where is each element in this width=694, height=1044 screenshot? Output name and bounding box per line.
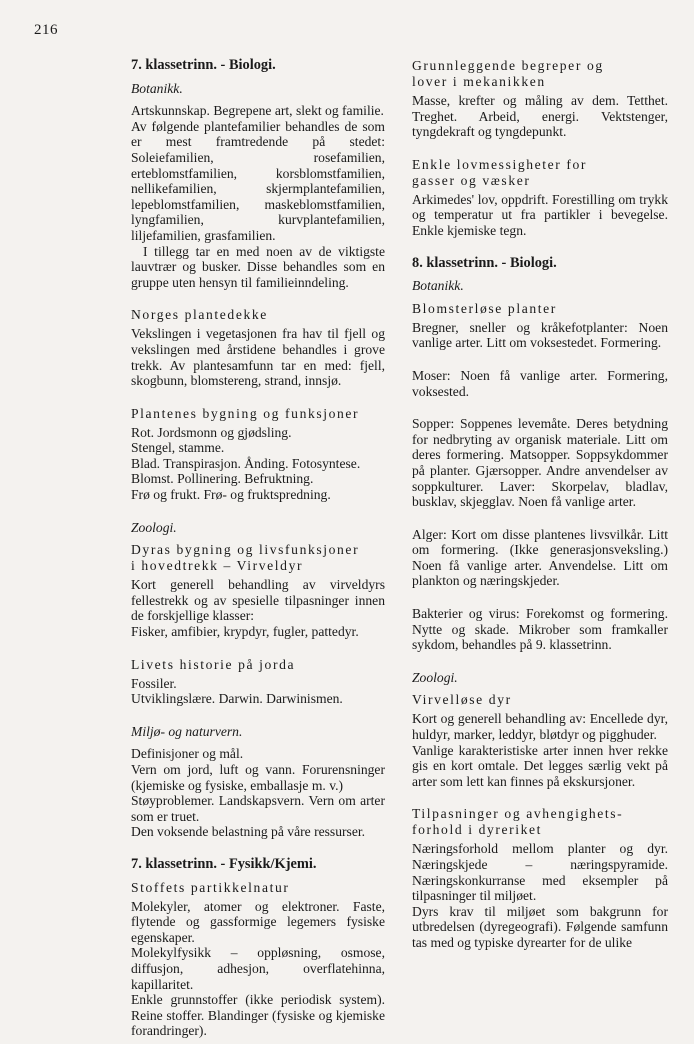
paragraph: Bregner, sneller og kråkefotplanter: Noen vanlige arter. Litt om voksestedet. Formering.	[412, 319, 668, 351]
topic-heading: forhold i dyreriket	[412, 822, 543, 838]
subsection-label: Botanikk.	[131, 80, 183, 96]
list-line: Stengel, stamme.	[131, 440, 225, 456]
line-list	[131, 676, 385, 707]
paragraph: Kort og generell behandling av: Encellede dyr, huldyr, marker, leddyr, bløtdyr og pigghuder.	[412, 711, 668, 743]
subsection-label: Zoologi.	[131, 519, 177, 535]
topic-heading: Blomsterløse planter	[412, 300, 557, 316]
subsection-label: Botanikk.	[412, 278, 464, 294]
paragraph: Molekyler, atomer og elektroner. Faste, flytende og gassformige legemers fysiske egenskaper.	[131, 898, 385, 945]
section-heading: 8. klassetrinn. - Biologi.	[412, 254, 557, 271]
paragraph: Den voksende belastning på våre ressurser.	[131, 824, 366, 840]
paragraph: Masse, krefter og måling av dem. Tetthet. Treghet. Arbeid, energi. Vektstenger, tyngdekraft og tyngdepunkt.	[412, 93, 668, 140]
topic-heading: i hovedtrekk – Virveldyr	[131, 558, 304, 574]
paragraph: Sopper: Soppenes levemåte. Deres betydning for nedbryting av organisk materiale. Litt om deres formering. Matsopper. Soppsykdommer på planter. Gjærsopper. Andre anvendelser av soppkulturer. Laver: Skorpelav, bladlav, busklav, skjegglav. Noen få vanlige arter.	[412, 416, 668, 510]
subsection-label: Zoologi.	[412, 669, 458, 685]
topic-heading: Livets historie på jorda	[131, 656, 296, 672]
left-column	[131, 58, 385, 1039]
line-list	[131, 746, 385, 762]
section-heading: 7. klassetrinn. - Fysikk/Kjemi.	[131, 855, 317, 872]
topic-heading: Stoffets partikkelnatur	[131, 879, 290, 895]
paragraph: I tillegg tar en med noen av de viktigste lauvtrær og busker. Disse behandles som en gruppe uten hensyn til familieinndeling.	[131, 243, 385, 290]
list-line: Blad. Transpirasjon. Ånding. Fotosyntese.	[131, 455, 361, 471]
topic-heading: Plantenes bygning og funksjoner	[131, 405, 360, 421]
list-line: Rot. Jordsmonn og gjødsling.	[131, 424, 292, 440]
topic-heading: Virvelløse dyr	[412, 692, 512, 708]
list-line: Frø og frukt. Frø- og fruktspredning.	[131, 487, 331, 503]
subsection-label: Miljø- og naturvern.	[131, 723, 243, 739]
paragraph: Vanlige karakteristiske arter innen hver rekke gis en kort omtale. Det legges særlig vekt på arter som lett kan finnes på ekskursjoner.	[412, 742, 668, 789]
paragraph: Vekslingen i vegetasjonen fra hav til fjell og vekslingen med årstidene behandles i grove trekk. Av plantesamfunn tar en med: fjell, skogbunn, blomstereng, strand, innsjø.	[131, 326, 385, 389]
page-number: 216	[34, 22, 58, 38]
right-column	[412, 58, 668, 951]
paragraph: Av følgende plantefamilier behandles de som er mest framtredende på stedet: Soleiefamilien, rosefamilien, erteblomstfamilien, korsblomstfamilien, nellikefamilien, skjermplantefamilien, lepeblomstfamilien, maskeblomstfamilien, lyngfamilien, kurvplantefamilien, liljefamilien, grasfamilien.	[131, 118, 385, 243]
list-line: Definisjoner og mål.	[131, 746, 244, 762]
list-line: Blomst. Pollinering. Befruktning.	[131, 471, 314, 487]
topic-heading: Tilpasninger og avhengighets-	[412, 806, 624, 822]
paragraph: Arkimedes' lov, oppdrift. Forestilling om trykk og temperatur ut fra partikler i bevegelse. Enkle kjemiske tegn.	[412, 191, 668, 238]
paragraph: Vern om jord, luft og vann. Forurensninger (kjemiske og fysiske, emballasje m. v.)	[131, 762, 385, 793]
paragraph: Alger: Kort om disse plantenes livsvilkår. Litt om formering. (Ikke generasjonsveksling.) Noen få vanlige arter. Anvendelse. Litt om plankton og næringskjeder.	[412, 526, 668, 589]
paragraph: Molekylfysikk – oppløsning, osmose, diffusjon, adhesjon, overflatehinna, kapillaritet.	[131, 945, 385, 992]
topic-heading: Dyras bygning og livsfunksjoner	[131, 542, 360, 558]
list-line: Fossiler.	[131, 675, 177, 691]
paragraph: Fisker, amfibier, krypdyr, fugler, pattedyr.	[131, 624, 359, 640]
topic-heading: Grunnleggende begreper og	[412, 58, 604, 73]
paragraph: Dyrs krav til miljøet som bakgrunn for utbredelsen (dyregeografi). Følgende samfunn tas med og typiske dyrearter for de ulike	[412, 903, 668, 950]
paragraph: Enkle grunnstoffer (ikke periodisk system). Reine stoffer. Blandinger (fysiske og kjemiske forandringer).	[131, 992, 385, 1039]
topic-heading: Norges plantedekke	[131, 307, 268, 323]
paragraph: Moser: Noen få vanlige arter. Formering, voksested.	[412, 367, 668, 399]
paragraph: Kort generell behandling av virveldyrs fellestrekk og av spesielle tilpasninger innen de forskjellige klasser:	[131, 577, 385, 624]
topic-heading: gasser og væsker	[412, 172, 531, 188]
paragraph: Artskunnskap. Begrepene art, slekt og familie.	[131, 103, 384, 119]
paragraph: Støyproblemer. Landskapsvern. Vern om arter som er truet.	[131, 793, 385, 824]
line-list	[131, 425, 385, 503]
topic-heading: lover i mekanikken	[412, 74, 546, 89]
section-heading: 7. klassetrinn. - Biologi.	[131, 57, 276, 73]
list-line: Utviklingslære. Darwin. Darwinismen.	[131, 691, 343, 707]
topic-heading: Enkle lovmessigheter for	[412, 156, 588, 172]
paragraph: Bakterier og virus: Forekomst og formering. Nytte og skade. Mikrober som framkaller sykdom, behandles på 9. klassetrinn.	[412, 606, 668, 653]
paragraph: Næringsforhold mellom planter og dyr. Næringskjede – næringspyramide. Næringskonkurranse med eksempler på tilpasninger til miljøet.	[412, 841, 668, 904]
